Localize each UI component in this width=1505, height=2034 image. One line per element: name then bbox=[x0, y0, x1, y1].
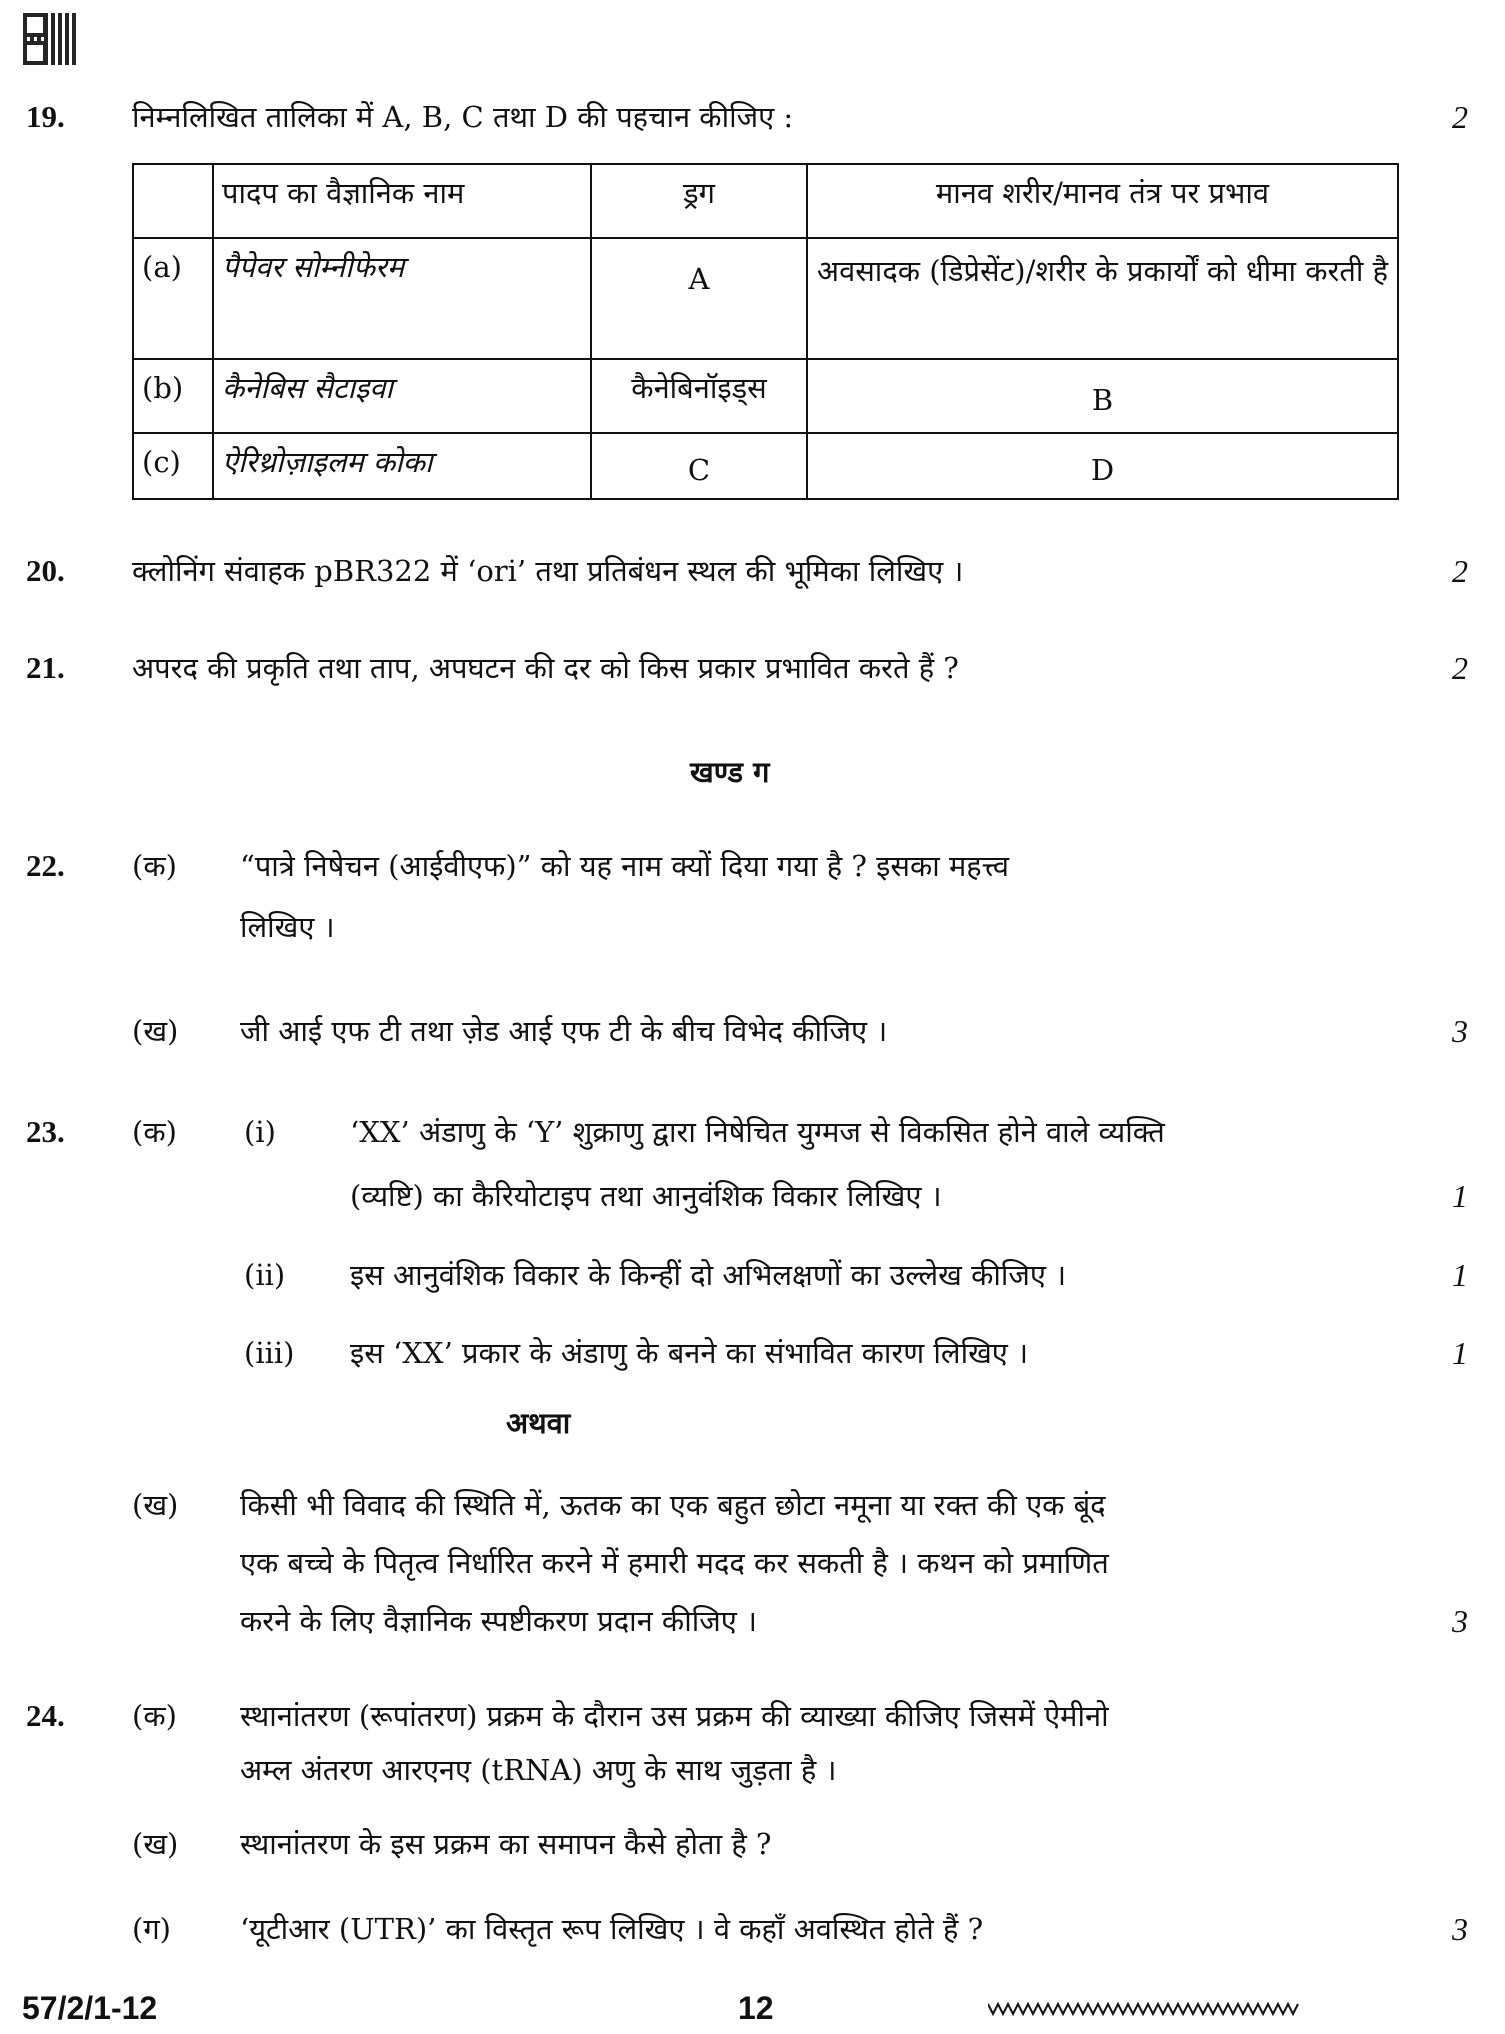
question-number: 22. bbox=[26, 848, 65, 883]
marks: 1 bbox=[1452, 1335, 1468, 1371]
subpart-label: (i) bbox=[244, 1115, 276, 1149]
question-text: अपरद की प्रकृति तथा ताप, अपघटन की दर को किस प्रकार प्रभावित करते हैं ? bbox=[132, 651, 959, 685]
question-text: ‘यूटीआर (UTR)’ का विस्तृत रूप लिखिए । वे कहाँ अवस्थित होते हैं ? bbox=[240, 1912, 984, 1946]
part-label: (ख) bbox=[132, 1827, 179, 1861]
row-label: (b) bbox=[133, 359, 213, 433]
header-cell bbox=[133, 164, 213, 238]
table-row bbox=[133, 433, 1398, 499]
marks: 2 bbox=[1452, 553, 1468, 589]
question-text: किसी भी विवाद की स्थिति में, ऊतक का एक बहुत छोटा नमूना या रक्त की एक बूंद bbox=[240, 1488, 1106, 1522]
page-number: 12 bbox=[738, 1990, 774, 2026]
question-number: 20. bbox=[26, 553, 65, 588]
row-label: (a) bbox=[133, 238, 213, 359]
effect: अवसादक (डिप्रेसेंट)/शरीर के प्रकार्यों को धीमा करती है bbox=[807, 238, 1398, 359]
effect: D bbox=[807, 433, 1398, 499]
question-text: जी आई एफ टी तथा ज़ेड आई एफ टी के बीच विभेद कीजिए । bbox=[240, 1014, 888, 1048]
drug: C bbox=[591, 433, 807, 499]
question-text: निम्नलिखित तालिका में A, B, C तथा D की पहचान कीजिए : bbox=[132, 100, 794, 134]
question-number: 23. bbox=[26, 1114, 65, 1149]
paper-code: 57/2/1-12 bbox=[22, 1990, 158, 2026]
drug-table bbox=[132, 163, 1399, 500]
subpart-label: (ii) bbox=[244, 1258, 286, 1292]
header-cell: ड्रग bbox=[591, 164, 807, 238]
marks: 2 bbox=[1452, 99, 1468, 135]
header-cell: मानव शरीर/मानव तंत्र पर प्रभाव bbox=[807, 164, 1398, 238]
marks: 3 bbox=[1452, 1911, 1468, 1947]
part-label: (क) bbox=[132, 849, 177, 883]
marks: 1 bbox=[1452, 1257, 1468, 1293]
question-text: क्लोनिंग संवाहक pBR322 में ‘ori’ तथा प्रतिबंधन स्थल की भूमिका लिखिए । bbox=[132, 554, 964, 588]
part-label: (ख) bbox=[132, 1488, 179, 1522]
question-text: स्थानांतरण के इस प्रक्रम का समापन कैसे होता है ? bbox=[240, 1827, 772, 1861]
part-label: (ख) bbox=[132, 1014, 179, 1048]
plant-name: ऐरिथ्रोज़ाइलम कोका bbox=[213, 433, 591, 499]
question-number: 19. bbox=[26, 99, 65, 134]
drug: A bbox=[591, 238, 807, 359]
part-label: (क) bbox=[132, 1699, 177, 1733]
row-label: (c) bbox=[133, 433, 213, 499]
marks: 1 bbox=[1452, 1178, 1468, 1214]
table-row bbox=[133, 359, 1398, 433]
question-text: (व्यष्टि) का कैरियोटाइप तथा आनुवंशिक विकार लिखिए । bbox=[350, 1179, 942, 1213]
question-text: लिखिए । bbox=[240, 910, 335, 944]
header-cell: पादप का वैज्ञानिक नाम bbox=[213, 164, 591, 238]
wavy-line-decoration bbox=[988, 2002, 1308, 2016]
drug: कैनेबिनॉइड्स bbox=[591, 359, 807, 433]
question-text: ‘XX’ अंडाणु के ‘Y’ शुक्राणु द्वारा निषेचित युग्मज से विकसित होने वाले व्यक्ति bbox=[350, 1115, 1165, 1149]
section-heading: खण्ड ग bbox=[690, 755, 770, 789]
or-separator: अथवा bbox=[506, 1406, 571, 1440]
question-text: अम्ल अंतरण आरएनए (tRNA) अणु के साथ जुड़ता है । bbox=[240, 1753, 837, 1787]
marks: 3 bbox=[1452, 1013, 1468, 1049]
effect: B bbox=[807, 359, 1398, 433]
plant-name: पैपेवर सोम्नीफेरम bbox=[213, 238, 591, 359]
part-label: (ग) bbox=[132, 1912, 171, 1946]
question-text: इस ‘XX’ प्रकार के अंडाणु के बनने का संभावित कारण लिखिए । bbox=[350, 1336, 1029, 1370]
question-text: करने के लिए वैज्ञानिक स्पष्टीकरण प्रदान कीजिए । bbox=[240, 1604, 757, 1638]
part-label: (क) bbox=[132, 1115, 177, 1149]
table-row bbox=[133, 238, 1398, 359]
question-text: इस आनुवंशिक विकार के किन्हीं दो अभिलक्षणों का उल्लेख कीजिए । bbox=[350, 1258, 1067, 1292]
marks: 2 bbox=[1452, 650, 1468, 686]
marks: 3 bbox=[1452, 1603, 1468, 1639]
qr-code-icon bbox=[23, 13, 78, 65]
question-text: “पात्रे निषेचन (आईवीएफ)” को यह नाम क्यों दिया गया है ? इसका महत्त्व bbox=[240, 849, 1010, 883]
question-text: एक बच्चे के पितृत्व निर्धारित करने में हमारी मदद कर सकती है । कथन को प्रमाणित bbox=[240, 1546, 1109, 1580]
table-header-row bbox=[133, 164, 1398, 238]
plant-name: कैनेबिस सैटाइवा bbox=[213, 359, 591, 433]
subpart-label: (iii) bbox=[244, 1336, 295, 1370]
question-number: 21. bbox=[26, 650, 65, 685]
question-text: स्थानांतरण (रूपांतरण) प्रक्रम के दौरान उस प्रक्रम की व्याख्या कीजिए जिसमें ऐमीनो bbox=[240, 1699, 1109, 1733]
question-number: 24. bbox=[26, 1698, 65, 1733]
